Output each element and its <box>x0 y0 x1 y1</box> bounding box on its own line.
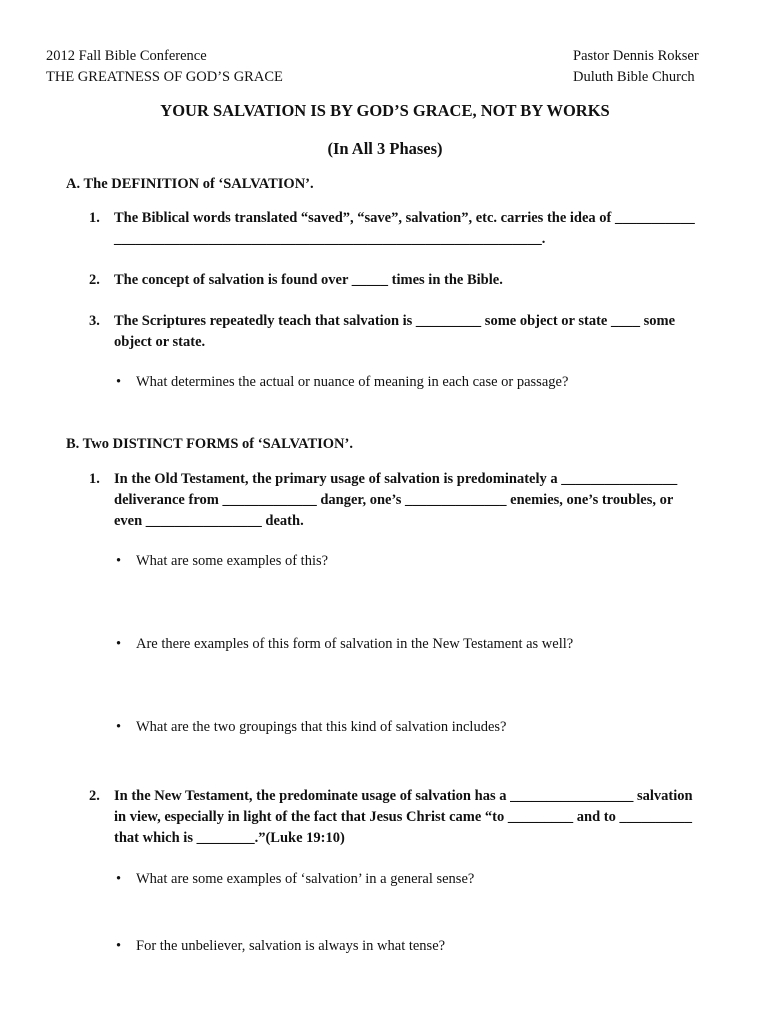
item-line: The concept of salvation is found over _____ times in the Bible. <box>114 272 503 288</box>
section-a-item-1 <box>89 208 729 250</box>
conference-theme: THE GREATNESS OF GOD’S GRACE <box>46 69 283 85</box>
bullet-item <box>116 938 445 955</box>
bullet-icon: • <box>116 938 122 954</box>
section-a-heading: A. The DEFINITION of ‘SALVATION’. <box>66 176 314 192</box>
bullet-text: What are some examples of ‘salvation’ in a general sense? <box>136 871 475 887</box>
section-b-item-1 <box>89 469 729 532</box>
bullet-icon: • <box>116 719 122 735</box>
document-subtitle: (In All 3 Phases) <box>327 139 443 158</box>
bullet-icon: • <box>116 374 122 390</box>
item-line: In the New Testament, the predominate usage of salvation has a _________________ salvation <box>114 788 693 804</box>
item-line: The Scriptures repeatedly teach that salvation is _________ some object or state ____ some <box>114 313 676 329</box>
item-line: deliverance from _____________ danger, one’s ______________ enemies, one’s troubles, or <box>114 492 674 508</box>
item-number: 2. <box>89 272 100 288</box>
bullet-text: For the unbeliever, salvation is always in what tense? <box>136 938 446 954</box>
bullet-text: What are the two groupings that this kind of salvation includes? <box>136 719 507 735</box>
bullet-text: Are there examples of this form of salvation in the New Testament as well? <box>136 636 574 652</box>
header-left <box>46 46 283 88</box>
item-line: that which is ________.”(Luke 19:10) <box>114 830 345 846</box>
section-a-item-3 <box>89 311 729 353</box>
section-b-item-2 <box>89 786 729 849</box>
item-number: 1. <box>89 210 100 226</box>
bullet-item <box>116 719 506 736</box>
bullet-text: What determines the actual or nuance of meaning in each case or passage? <box>136 374 569 390</box>
item-number: 2. <box>89 788 100 804</box>
item-line: in view, especially in light of the fact that Jesus Christ came “to _________ and to __________ <box>114 809 692 825</box>
item-line: ___________________________________________________________. <box>114 231 546 247</box>
conference-name: 2012 Fall Bible Conference <box>46 48 207 64</box>
bullet-item <box>116 553 328 570</box>
bullet-item <box>116 871 474 888</box>
section-b-heading: B. Two DISTINCT FORMS of ‘SALVATION’. <box>66 436 353 452</box>
bullet-icon: • <box>116 871 122 887</box>
document-title: YOUR SALVATION IS BY GOD’S GRACE, NOT BY WORKS <box>160 101 610 120</box>
item-line: The Biblical words translated “saved”, “save”, salvation”, etc. carries the idea of ___________ <box>114 210 695 226</box>
church-name: Duluth Bible Church <box>573 69 695 85</box>
item-number: 3. <box>89 313 100 329</box>
bullet-item <box>116 374 568 391</box>
item-line: object or state. <box>114 334 206 350</box>
bullet-icon: • <box>116 636 122 652</box>
item-line: In the Old Testament, the primary usage of salvation is predominately a ________________ <box>114 471 678 487</box>
item-line: even ________________ death. <box>114 513 304 529</box>
bullet-icon: • <box>116 553 122 569</box>
section-a-item-2 <box>89 270 729 291</box>
bullet-text: What are some examples of this? <box>136 553 329 569</box>
speaker-name: Pastor Dennis Rokser <box>573 48 699 64</box>
header-right <box>573 46 699 88</box>
item-number: 1. <box>89 471 100 487</box>
bullet-item <box>116 636 573 653</box>
